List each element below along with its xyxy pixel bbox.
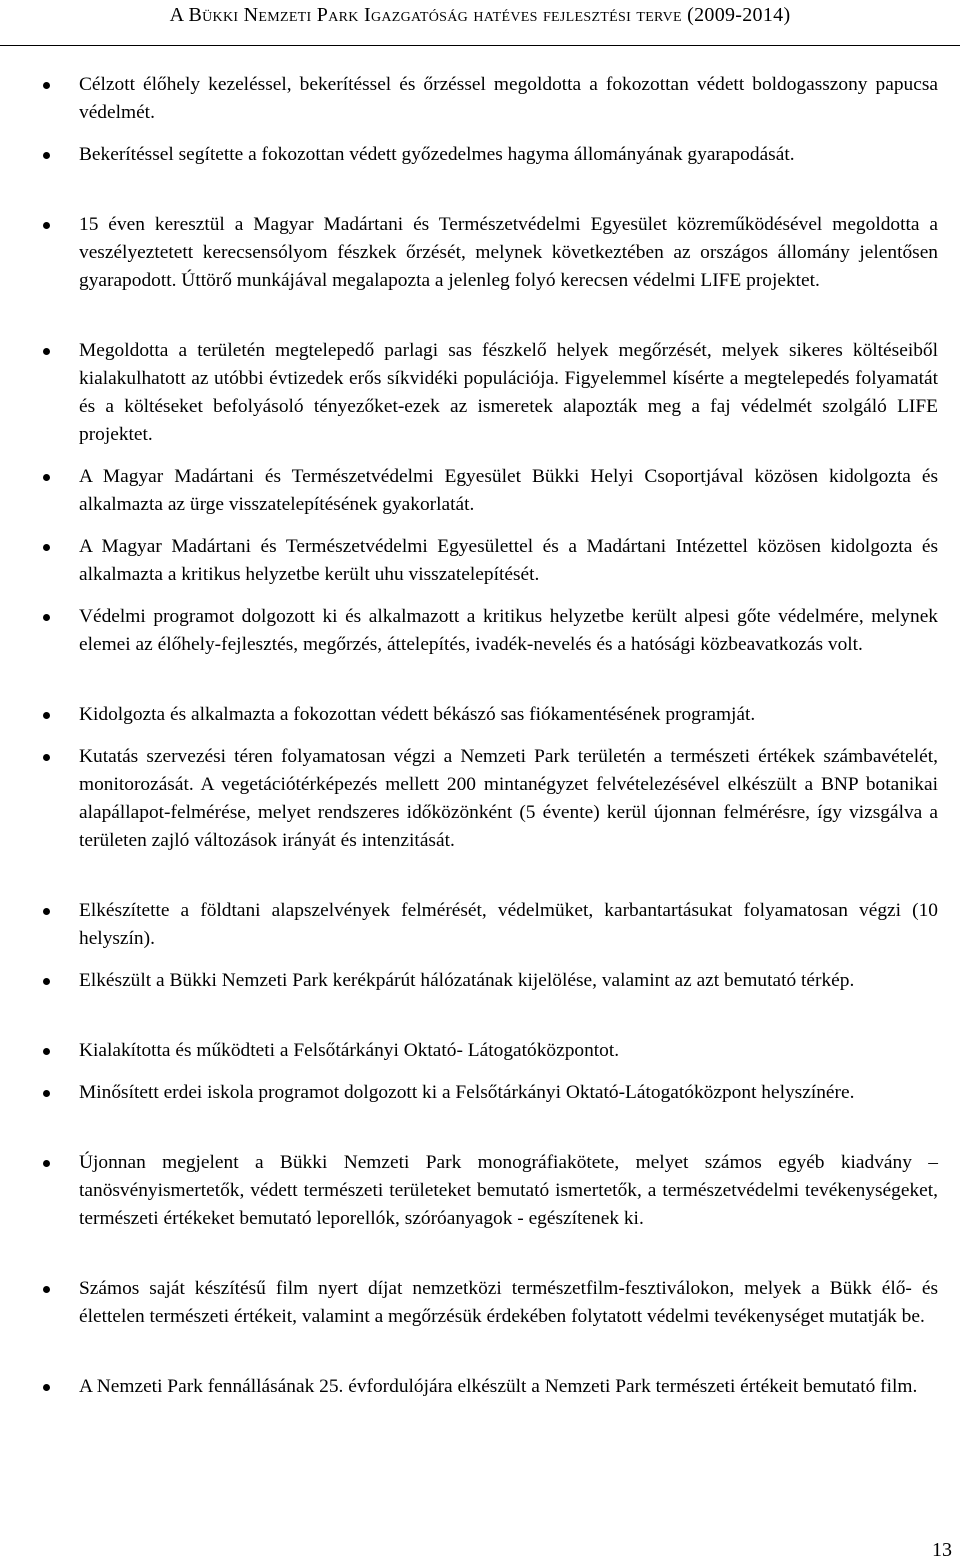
list-item: Megoldotta a területén megtelepedő parlagi sas fészkelő helyek megőrzését, melyek sikeres költéseiből kialakulhatott az utóbbi évtizedek erős síkvidéki populációja. Figyelemmel kísérte a megtelepedés folyamatát és a költéseket befolyásoló tényezőket-ezek az ismeretek alapozták meg a faj védelmét szolgáló LIFE projektet.: [79, 337, 938, 449]
list-item: Bekerítéssel segítette a fokozottan védett győzedelmes hagyma állományának gyarapodását.: [79, 141, 938, 169]
header-title: A Bükki Nemzeti Park Igazgatóság hatéves fejlesztési terve (2009-2014): [169, 4, 791, 26]
list-item: 15 éven keresztül a Magyar Madártani és Természetvédelmi Egyesület közreműködésével megoldotta a veszélyeztetett kerecsensólyom fészkek őrzését, melynek következtében az országos állomány jelentősen gyarapodott. Úttörő munkájával megalapozta a jelenleg folyó kerecsen védelmi LIFE projektet.: [79, 211, 938, 295]
list-item: A Magyar Madártani és Természetvédelmi Egyesület Bükki Helyi Csoportjával közösen kidolgozta és alkalmazta az ürge visszatelepítésének gyakorlatát.: [79, 463, 938, 519]
page-header: [0, 0, 960, 48]
list-item: A Nemzeti Park fennállásának 25. évfordulójára elkészült a Nemzeti Park természeti értékeit bemutató film.: [79, 1373, 938, 1401]
list-item: Elkészült a Bükki Nemzeti Park kerékpárút hálózatának kijelölése, valamint az azt bemutató térkép.: [79, 967, 938, 995]
list-item: Újonnan megjelent a Bükki Nemzeti Park monográfiakötete, melyet számos egyéb kiadvány – tanösvényismertetők, védett természeti területeket bemutató ismertetők, a természetvédelmi tevékenységeket, természeti értékeket bemutató leporellók, szóróanyagok - egészítenek ki.: [79, 1149, 938, 1233]
list-item: Védelmi programot dolgozott ki és alkalmazott a kritikus helyzetbe került alpesi gőte védelmére, melynek elemei az élőhely-fejlesztés, megőrzés, áttelepítés, ivadék-nevelés és a hatósági közbeavatkozás volt.: [79, 603, 938, 659]
list-item: A Magyar Madártani és Természetvédelmi Egyesülettel és a Madártani Intézettel közösen kidolgozta és alkalmazta a kritikus helyzetbe került uhu visszatelepítését.: [79, 533, 938, 589]
list-item: Célzott élőhely kezeléssel, bekerítéssel és őrzéssel megoldotta a fokozottan védett boldogasszony papucsa védelmét.: [79, 71, 938, 127]
list-item: Minősített erdei iskola programot dolgozott ki a Felsőtárkányi Oktató-Látogatóközpont helyszínére.: [79, 1079, 938, 1107]
list-item: Kidolgozta és alkalmazta a fokozottan védett békászó sas fiókamentésének programját.: [79, 701, 938, 729]
page-number: 13: [932, 1539, 952, 1561]
list-item: Kutatás szervezési téren folyamatosan végzi a Nemzeti Park területén a természeti értékek számbavételét, monitorozását. A vegetációtérképezés mellett 200 mintanégyzet felvételezésével elkészült a BNP botanikai alapállapot-felmérése, melyet rendszeres időközönként (5 évente) kerül újonnan felmérésre, így vizsgálva a területen zajló változások irányát és intenzitását.: [79, 743, 938, 855]
list-item: Számos saját készítésű film nyert díjat nemzetközi természetfilm-fesztiválokon, melyek a Bükk élő- és élettelen természeti értékeit, valamint a megőrzésük érdekében folytatott védelmi tevékenységet mutatják be.: [79, 1275, 938, 1331]
list-item: Elkészítette a földtani alapszelvények felmérését, védelmüket, karbantartásukat folyamatosan végzi (10 helyszín).: [79, 897, 938, 953]
header-divider: [0, 45, 960, 46]
list-item: Kialakította és működteti a Felsőtárkányi Oktató- Látogatóközpontot.: [79, 1037, 938, 1065]
